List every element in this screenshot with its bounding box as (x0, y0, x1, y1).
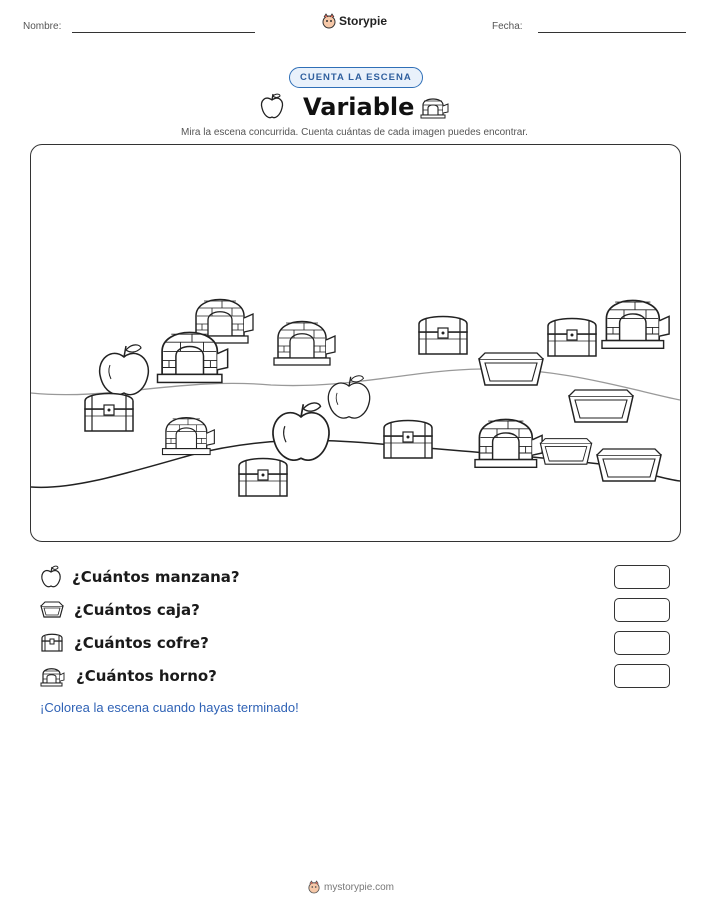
scene-box (569, 390, 633, 422)
date-label: Fecha: (492, 21, 523, 32)
scene-oven (163, 418, 215, 455)
question-text: ¿Cuántos cofre? (74, 633, 209, 652)
question-row-oven (40, 659, 670, 692)
storypie-mascot-icon (308, 880, 320, 894)
date-line[interactable] (538, 32, 686, 33)
scene-chest (419, 317, 467, 355)
closing-note: ¡Colorea la escena cuando hayas terminado! (40, 700, 299, 715)
answer-box-box[interactable] (614, 598, 670, 622)
counting-scene (30, 144, 681, 542)
brand-name: Storypie (339, 14, 388, 28)
scene-oven (475, 419, 542, 467)
scene-box (597, 449, 661, 481)
scene-illustration (31, 145, 680, 541)
answer-box-chest[interactable] (614, 631, 670, 655)
question-text: ¿Cuántos caja? (74, 600, 200, 619)
question-text: ¿Cuántos horno? (76, 666, 217, 685)
scene-chest (548, 319, 596, 357)
question-row-box (40, 593, 670, 626)
chest-icon (40, 632, 64, 654)
scene-box (540, 439, 591, 465)
scene-apple (273, 403, 329, 460)
box-icon (40, 599, 64, 621)
question-row-chest (40, 626, 670, 659)
questions-list (40, 560, 670, 692)
scene-oven (602, 300, 669, 348)
scene-apple (100, 345, 149, 395)
page-title: Variable (303, 93, 415, 121)
instructions: Mira la escena concurrida. Cuenta cuántas de cada imagen puedes encontrar. (181, 127, 528, 138)
storypie-mascot-icon (322, 13, 336, 29)
footer (308, 880, 394, 894)
question-text: ¿Cuántos manzana? (72, 567, 240, 586)
scene-chest (384, 421, 432, 459)
answer-box-oven[interactable] (614, 664, 670, 688)
footer-url[interactable]: mystorypie.com (324, 881, 395, 893)
answer-box-apple[interactable] (614, 565, 670, 589)
title-apple-icon (259, 92, 285, 125)
scene-chest (85, 394, 133, 432)
name-label: Nombre: (23, 21, 62, 32)
scene-box (479, 353, 543, 385)
apple-icon (40, 565, 62, 589)
question-row-apple (40, 560, 670, 593)
name-line[interactable] (72, 32, 255, 33)
brand-logo (322, 13, 387, 29)
activity-badge: CUENTA LA ESCENA (289, 67, 423, 88)
scene-oven (274, 322, 335, 366)
oven-icon (40, 665, 66, 687)
scene-chest (239, 459, 287, 497)
title-oven-icon (419, 93, 451, 124)
